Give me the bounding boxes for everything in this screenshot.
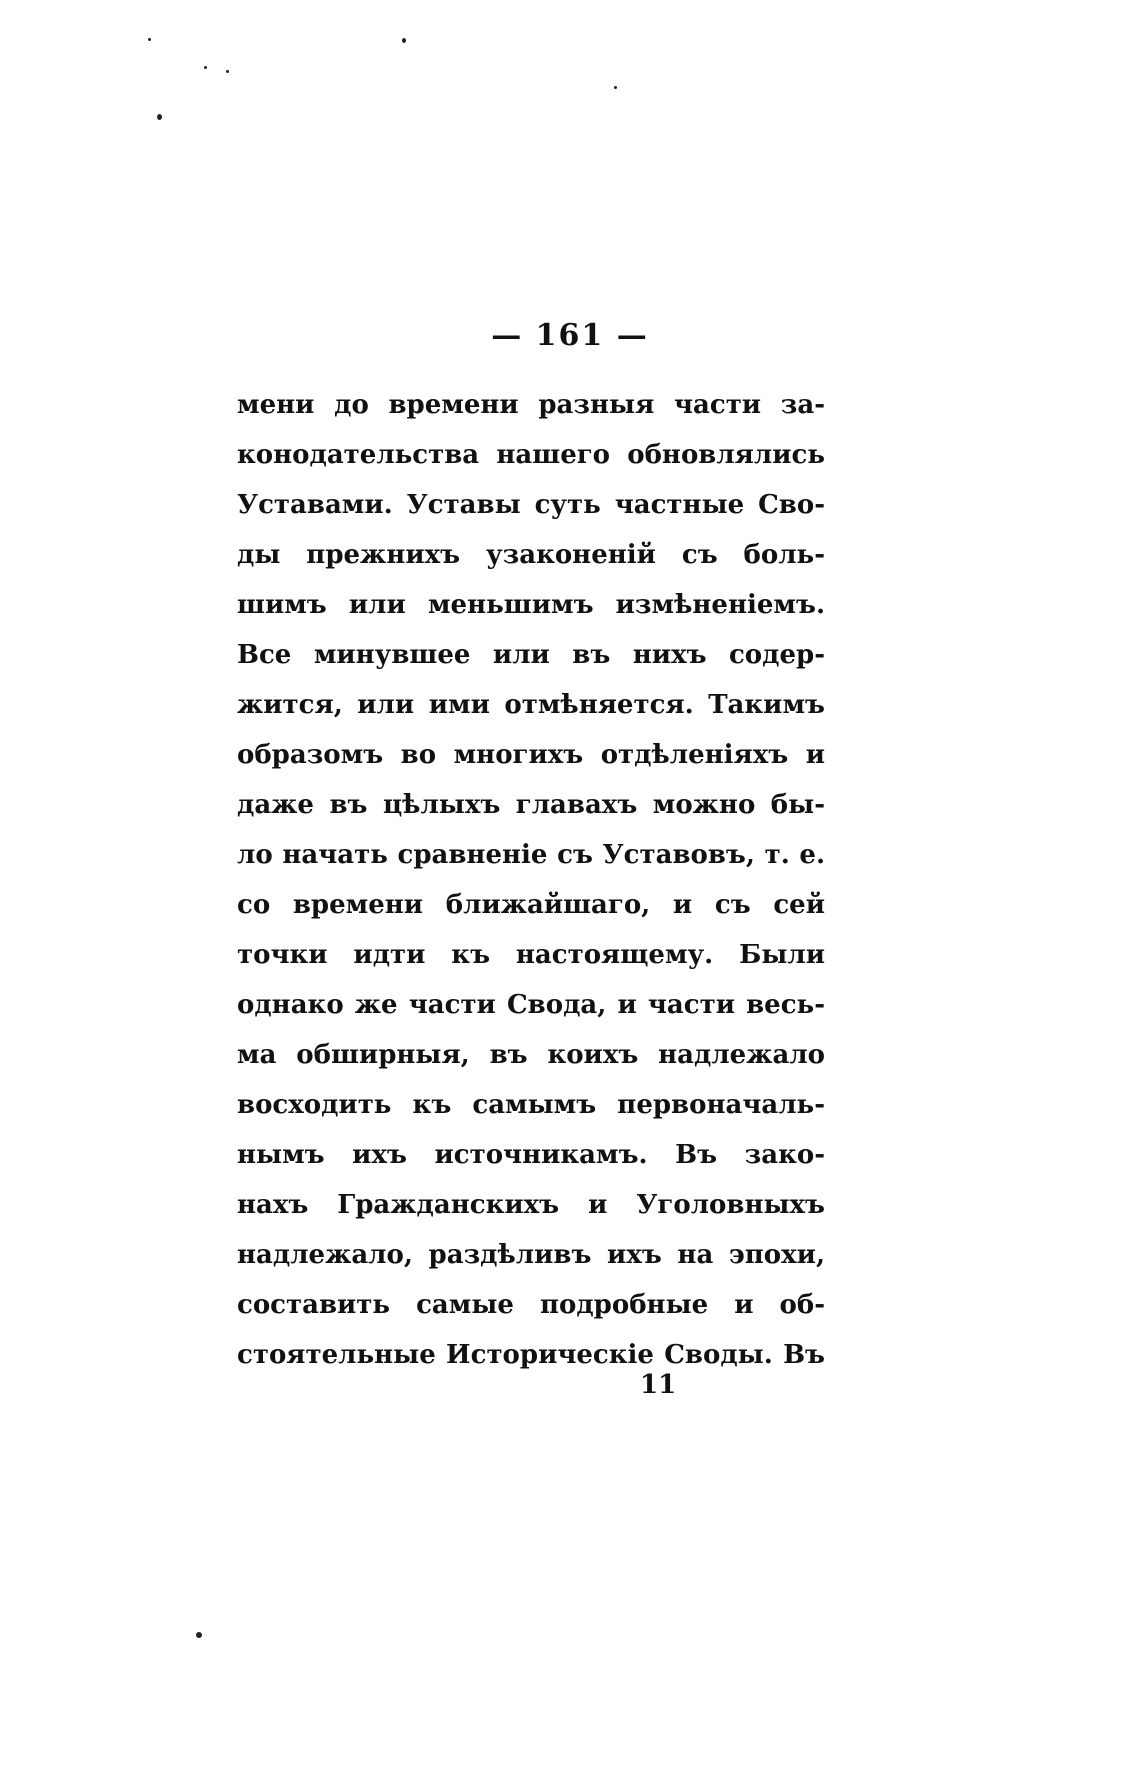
scan-speck: [204, 66, 207, 69]
text-line: Уставами. Уставы суть частные Сво-: [237, 490, 825, 520]
text-line: ды прежнихъ узаконеній съ боль-: [237, 540, 825, 570]
text-line: ма обширныя, въ коихъ надлежало: [237, 1040, 825, 1070]
scan-speck: [614, 86, 617, 89]
scan-speck: [157, 114, 162, 120]
scan-speck: [226, 70, 229, 73]
text-line: конодательства нашего обновлялись: [237, 440, 825, 470]
text-line: составить самые подробные и об-: [237, 1290, 825, 1320]
text-line: мени до времени разныя части за-: [237, 390, 825, 420]
text-line: восходить къ самымъ первоначаль-: [237, 1090, 825, 1120]
signature-mark: 11: [640, 1370, 677, 1400]
text-line: образомъ во многихъ отдѣленіяхъ и: [237, 740, 825, 770]
text-line: нахъ Гражданскихъ и Уголовныхъ: [237, 1190, 825, 1220]
text-line: со времени ближайшаго, и съ сей: [237, 890, 825, 920]
scan-speck: [402, 38, 406, 43]
text-line: нымъ ихъ источникамъ. Въ зако-: [237, 1140, 825, 1170]
text-line: надлежало, раздѣливъ ихъ на эпохи,: [237, 1240, 825, 1270]
text-line: стоятельные Историческіе Своды. Въ: [237, 1340, 825, 1370]
page-number: — 161 —: [491, 318, 649, 353]
text-line: даже въ цѣлыхъ главахъ можно бы-: [237, 790, 825, 820]
text-line: шимъ или меньшимъ измѣненіемъ.: [237, 590, 825, 620]
text-line: ло начать сравненіе съ Уставовъ, т. е.: [237, 840, 825, 870]
text-line: точки идти къ настоящему. Были: [237, 940, 825, 970]
text-line: жится, или ими отмѣняется. Такимъ: [237, 690, 825, 720]
scan-speck: [148, 38, 151, 41]
body-text: [237, 380, 825, 1380]
text-line: Все минувшее или въ нихъ содер-: [237, 640, 825, 670]
scan-speck: [196, 1632, 202, 1638]
text-line: однако же части Свода, и части весь-: [237, 990, 825, 1020]
